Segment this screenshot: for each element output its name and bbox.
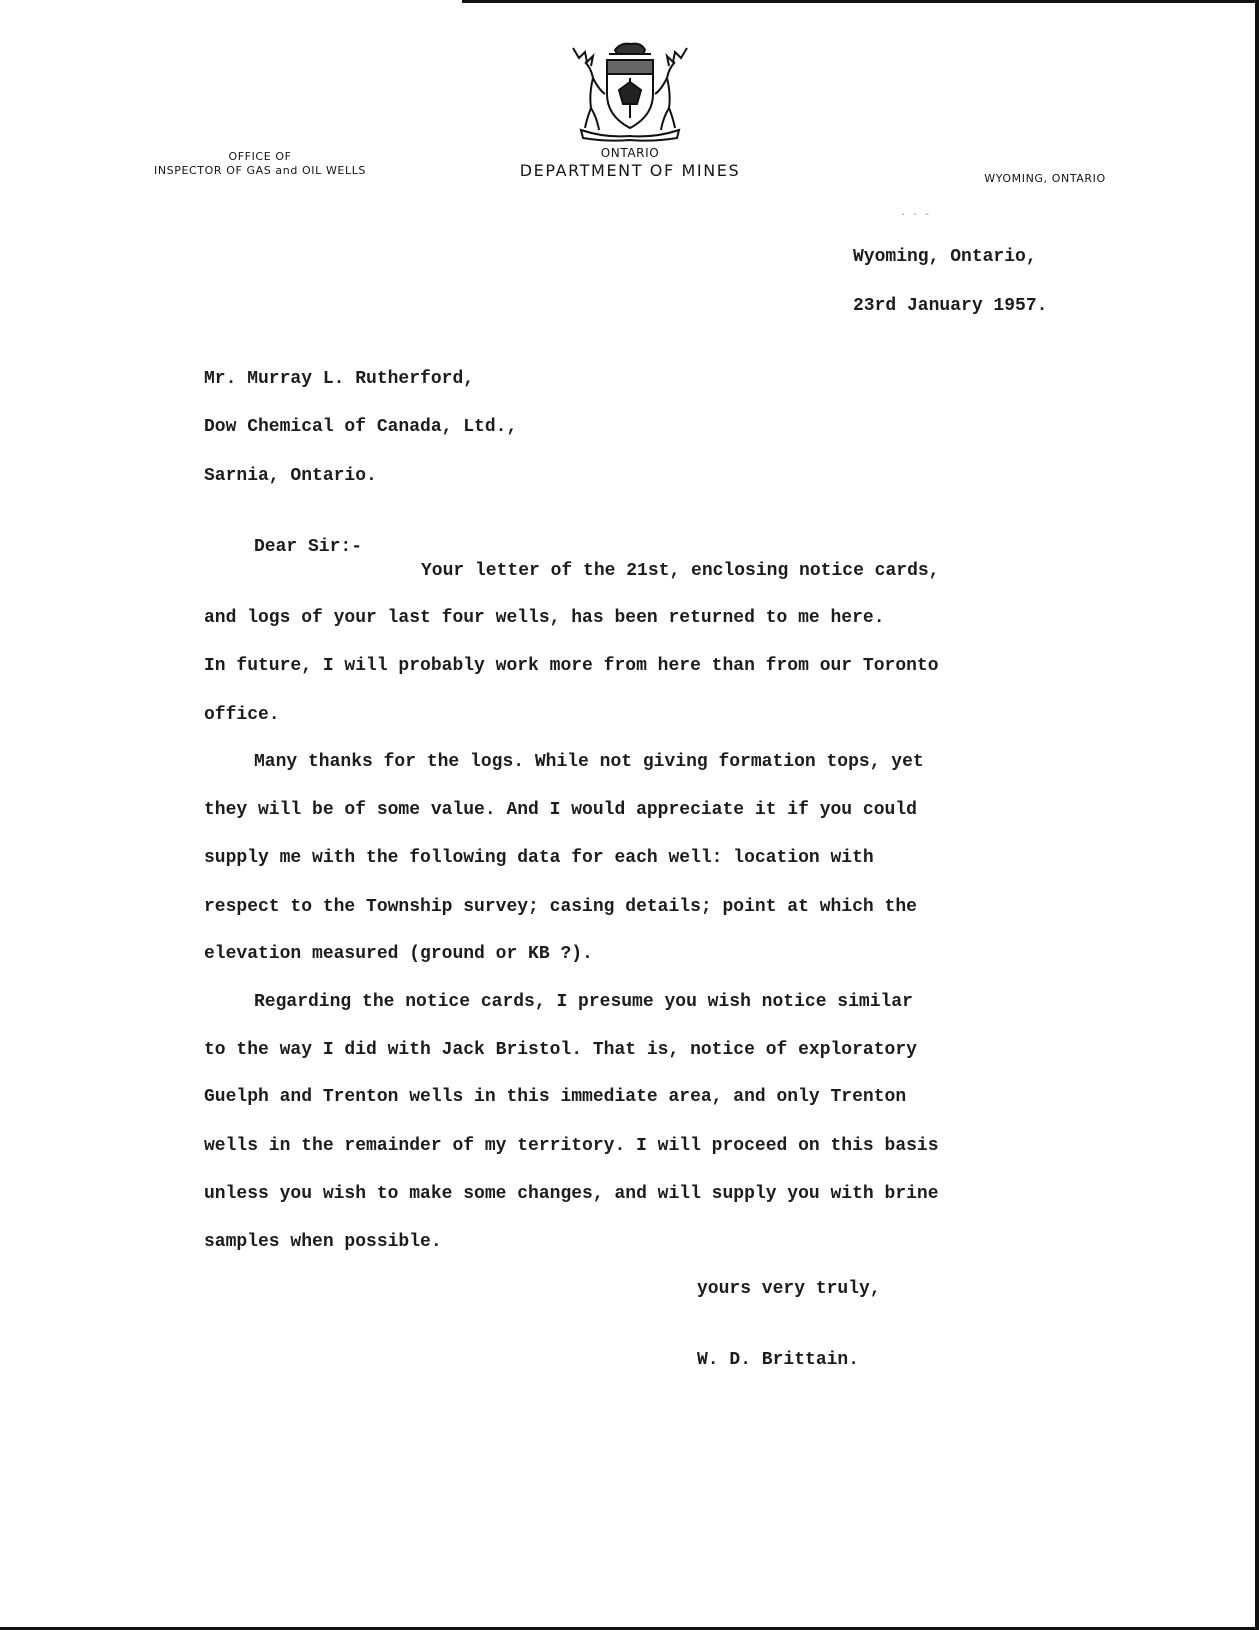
body-line: unless you wish to make some changes, and will supply you with brine xyxy=(204,1184,939,1204)
recipient-company: Dow Chemical of Canada, Ltd., xyxy=(204,417,518,437)
letterhead-department-name: DEPARTMENT OF MINES xyxy=(519,161,741,180)
letterhead-office xyxy=(140,150,380,178)
body-line: to the way I did with Jack Bristol. That is, notice of exploratory xyxy=(204,1040,917,1060)
dateline-place: Wyoming, Ontario, xyxy=(853,247,1037,267)
body-line: Guelph and Trenton wells in this immediate area, and only Trenton xyxy=(204,1087,907,1107)
scan-edge-right xyxy=(1255,0,1259,1630)
body-line: Your letter of the 21st, enclosing notice cards, xyxy=(421,561,940,581)
body-line: In future, I will probably work more from here than from our Toronto xyxy=(204,656,939,676)
body-line: supply me with the following data for each well: location with xyxy=(204,848,874,868)
letterhead-province: ONTARIO xyxy=(600,146,660,160)
body-line: samples when possible. xyxy=(204,1232,442,1252)
body-line: they will be of some value. And I would appreciate it if you could xyxy=(204,800,917,820)
dateline-date: 23rd January 1957. xyxy=(853,296,1048,316)
body-line: Many thanks for the logs. While not giving formation tops, yet xyxy=(254,752,924,772)
signature: W. D. Brittain. xyxy=(697,1350,860,1370)
body-line: and logs of your last four wells, has been returned to me here. xyxy=(204,608,885,628)
body-line: elevation measured (ground or KB ?). xyxy=(204,944,593,964)
scan-edge-top xyxy=(462,0,1259,3)
scan-speck: · · - xyxy=(900,210,931,221)
ontario-coat-of-arms-icon xyxy=(565,38,695,142)
letterhead-location: WYOMING, ONTARIO xyxy=(984,172,1106,185)
body-line: Regarding the notice cards, I presume you wish notice similar xyxy=(254,992,913,1012)
body-line: respect to the Township survey; casing details; point at which the xyxy=(204,897,917,917)
letterhead-office-line1: OFFICE OF xyxy=(228,150,292,163)
letterhead-department xyxy=(480,146,780,181)
salutation: Dear Sir:- xyxy=(254,537,363,557)
closing: yours very truly, xyxy=(697,1279,881,1299)
letterhead-office-line2: INSPECTOR OF GAS and OIL WELLS xyxy=(153,163,367,177)
recipient-city: Sarnia, Ontario. xyxy=(204,466,377,486)
body-line: wells in the remainder of my territory. I will proceed on this basis xyxy=(204,1136,939,1156)
recipient-name: Mr. Murray L. Rutherford, xyxy=(204,369,475,389)
body-line: office. xyxy=(204,705,280,725)
